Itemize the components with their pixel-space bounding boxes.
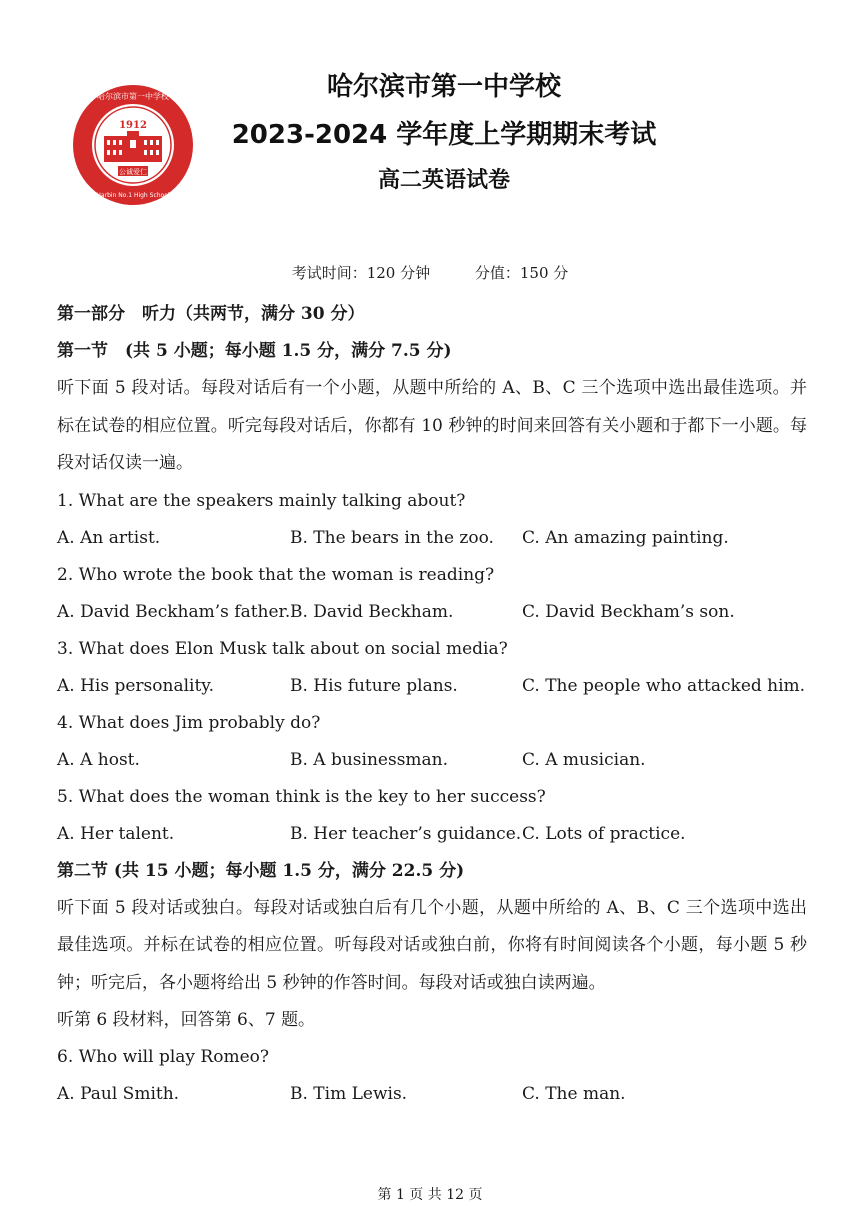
question-options (57, 594, 807, 631)
exam-title: 2023-2024 学年度上学期期末考试 (231, 120, 657, 150)
option-b: B. Tim Lewis. (290, 1084, 408, 1104)
page-number: 第 1 页 共 12 页 (377, 1187, 483, 1203)
question-options (57, 742, 807, 779)
option-c: C. David Beckham’s son. (522, 601, 735, 622)
section1-heading: 第一节 (共 5 小题；每小题 1.5 分，满分 7.5 分) (57, 341, 452, 361)
option-a: A. His personality. (57, 675, 215, 696)
paper-title: 高二英语试卷 (377, 168, 510, 193)
option-b: B. His future plans. (290, 675, 458, 696)
section1-instructions: 听下面 5 段对话。每段对话后有一个小题，从题中所给的 A、B、C 三个选项中选出最佳选项。并标在试卷的相应位置。听完每段对话后，你都有 10 秒钟的时间来回答有关小题和于都下一小题。每段对话仅读一遍。 (57, 378, 807, 473)
material-note: 听第 6 段材料，回答第 6、7 题。 (57, 1010, 316, 1030)
exam-content (57, 296, 807, 1113)
part1-heading: 第一部分 听力（共两节，满分 30 分） (57, 304, 365, 324)
option-a: A. Paul Smith. (57, 1084, 180, 1104)
svg-text:哈尔滨市第一中学校: 哈尔滨市第一中学校 (97, 92, 169, 101)
option-c: C. A musician. (522, 749, 646, 770)
option-b: B. A businessman. (290, 749, 449, 770)
exam-score: 分值：150 分 (474, 264, 569, 282)
question-stem: 3. What does Elon Musk talk about on social media? (57, 638, 508, 659)
option-a: A. Her talent. (57, 823, 175, 844)
section2-heading: 第二节 (共 15 小题；每小题 1.5 分，满分 22.5 分) (57, 860, 465, 881)
option-b: B. David Beckham. (290, 601, 454, 622)
exam-time: 考试时间：120 分钟 (291, 264, 431, 282)
question-stem: 5. What does the woman think is the key to her success? (57, 786, 546, 807)
question-options (57, 816, 807, 853)
question-options (57, 668, 807, 705)
question-stem: 2. Who wrote the book that the woman is reading? (57, 564, 495, 585)
option-c: C. The people who attacked him. (522, 675, 806, 696)
svg-text:公诚爱仁: 公诚爱仁 (119, 168, 147, 176)
option-c: C. The man. (522, 1084, 626, 1104)
question-stem: 6. Who will play Romeo? (57, 1047, 269, 1067)
option-a: A. David Beckham’s father. (57, 601, 291, 622)
svg-text:1912: 1912 (119, 120, 147, 131)
section2-instructions: 听下面 5 段对话或独白。每段对话或独白后有几个小题，从题中所给的 A、B、C 三个选项中选出最佳选项。并标在试卷的相应位置。听每段对话或独白前，你将有时间阅读各个小题，每小题 5 秒钟；听完后，各小题将给出 5 秒钟的作答时间。每段对话或独白读两遍。 (57, 897, 807, 993)
school-title: 哈尔滨市第一中学校 (326, 72, 561, 102)
question-options (57, 1076, 807, 1113)
exam-meta (0, 262, 860, 283)
question-stem: 4. What does Jim probably do? (57, 712, 321, 733)
option-c: C. Lots of practice. (522, 823, 686, 844)
option-b: B. Her teacher’s guidance. (290, 823, 522, 844)
option-a: A. A host. (57, 749, 140, 770)
option-a: A. An artist. (57, 527, 161, 548)
option-c: C. An amazing painting. (522, 527, 729, 548)
question-options (57, 520, 807, 557)
question-stem: 1. What are the speakers mainly talking about? (57, 490, 466, 511)
option-b: B. The bears in the zoo. (290, 527, 494, 548)
svg-text:Harbin No.1 High School: Harbin No.1 High School (96, 192, 170, 199)
